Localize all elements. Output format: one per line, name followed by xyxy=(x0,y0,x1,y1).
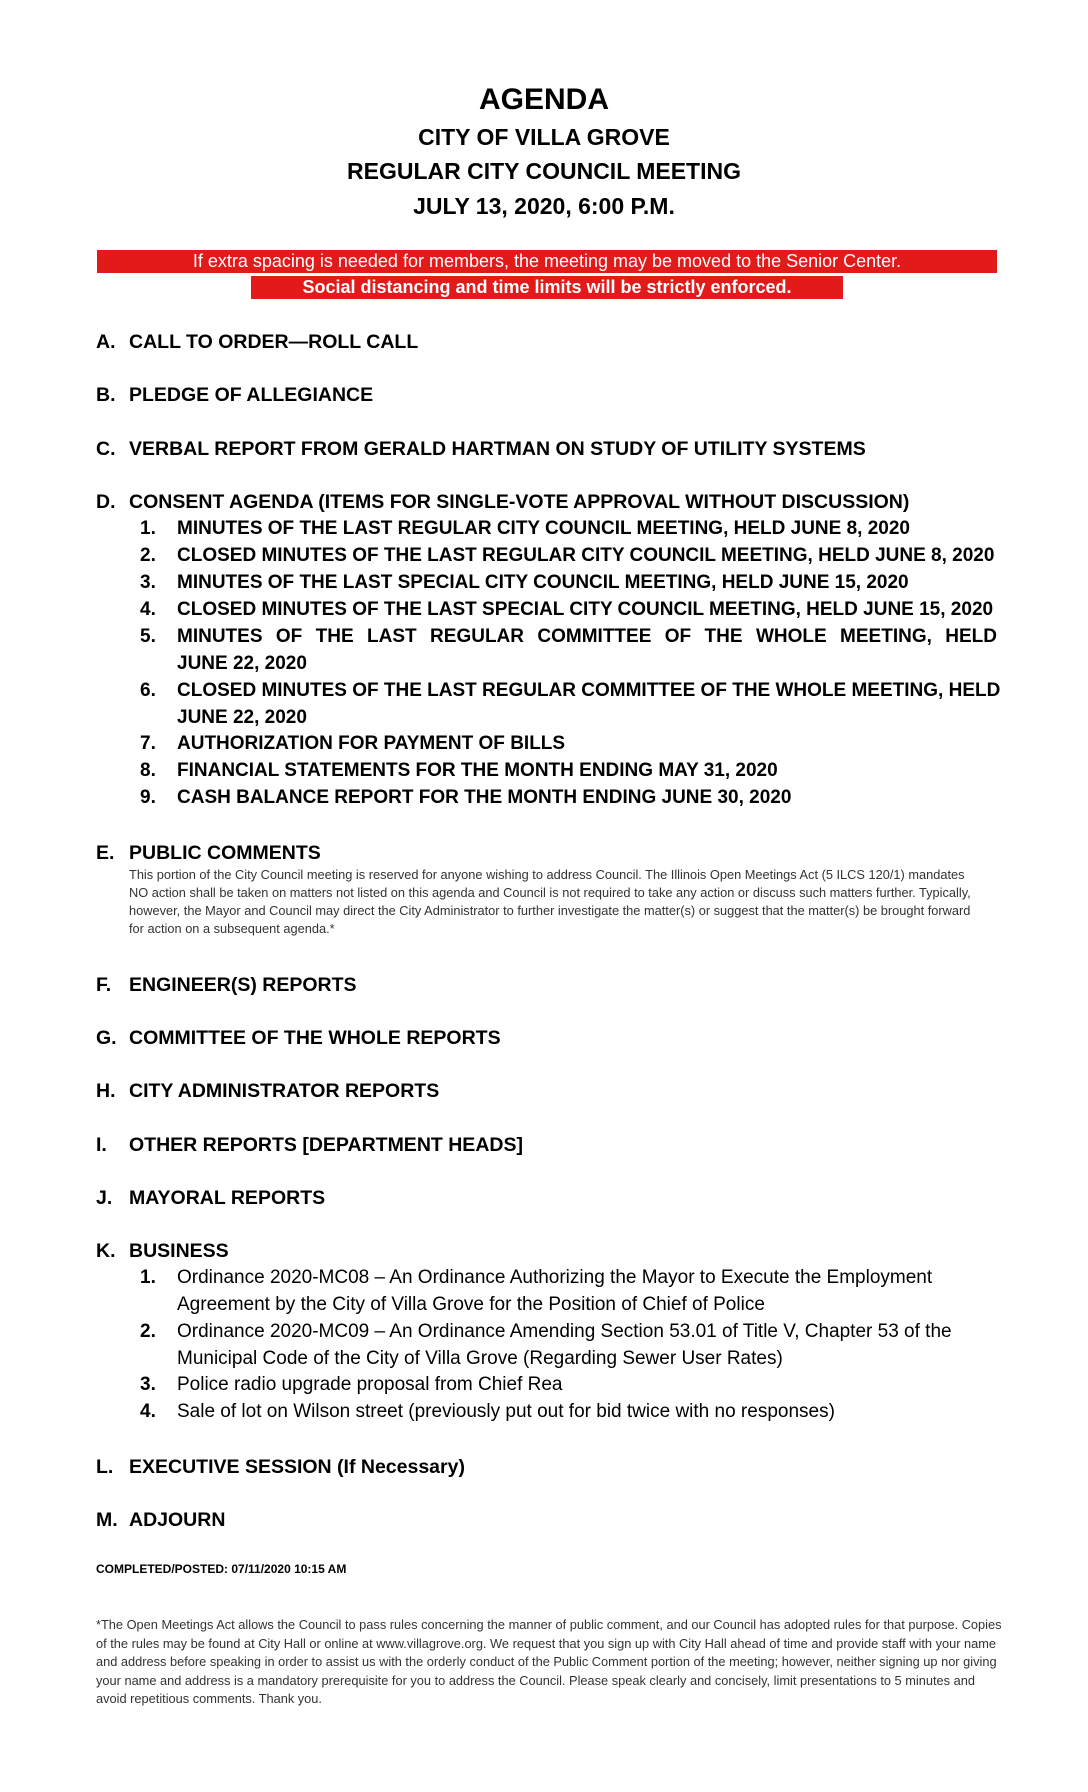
agenda-title: AGENDA xyxy=(478,83,609,116)
consent-text: AUTHORIZATION FOR PAYMENT OF BILLS xyxy=(177,733,566,754)
consent-text: MINUTES OF THE LAST SPECIAL CITY COUNCIL MEETING, HELD JUNE 15, 2020 xyxy=(177,572,909,593)
consent-num: 2. xyxy=(140,545,156,566)
consent-text: FINANCIAL STATEMENTS FOR THE MONTH ENDING MAY 31, 2020 xyxy=(177,760,778,781)
item-m xyxy=(96,1507,225,1533)
consent-num: 8. xyxy=(140,760,156,781)
item-i xyxy=(96,1132,523,1158)
consent-num: 4. xyxy=(140,599,156,620)
consent-text: CLOSED MINUTES OF THE LAST REGULAR CITY COUNCIL MEETING, HELD JUNE 8, 2020 xyxy=(177,545,995,566)
item-letter: M. xyxy=(96,1509,118,1531)
consent-num: 6. xyxy=(140,680,156,701)
item-letter: J. xyxy=(96,1187,113,1209)
business-num: 2. xyxy=(140,1321,156,1342)
item-text: EXECUTIVE SESSION (If Necessary) xyxy=(129,1456,465,1478)
consent-item-5-cont: JUNE 22, 2020 xyxy=(177,653,307,674)
item-letter: D. xyxy=(96,491,116,513)
item-h xyxy=(96,1078,439,1104)
item-b xyxy=(96,382,373,408)
item-letter: A. xyxy=(96,331,116,353)
item-l xyxy=(96,1454,465,1480)
item-letter: B. xyxy=(96,384,116,406)
item-a xyxy=(96,329,418,355)
consent-text: CASH BALANCE REPORT FOR THE MONTH ENDING JUNE 30, 2020 xyxy=(177,787,792,808)
consent-num: 9. xyxy=(140,787,156,808)
meeting-type: REGULAR CITY COUNCIL MEETING xyxy=(347,158,741,184)
item-text: MAYORAL REPORTS xyxy=(129,1187,326,1209)
business-text: Ordinance 2020-MC09 – An Ordinance Amending Section 53.01 of Title V, Chapter 53 of the xyxy=(177,1321,952,1342)
consent-text: CLOSED MINUTES OF THE LAST SPECIAL CITY COUNCIL MEETING, HELD JUNE 15, 2020 xyxy=(177,599,994,620)
public-comments-note: This portion of the City Council meeting is reserved for anyone wishing to address Council. The Illinois Open Meetings Act (5 ILCS 120/1) mandates NO action shall be taken on matters not listed on this agenda and Council is not required to take any action or discuss such matters further. Typically, however, the Mayor and Council may direct the City Administrator to further investigate the matter(s) or suggest that the matter(s) be brought forward for action on a subsequent agenda.* xyxy=(129,867,971,936)
business-text: Sale of lot on Wilson street (previously put out for bid twice with no responses) xyxy=(177,1401,835,1422)
city-name: CITY OF VILLA GROVE xyxy=(418,124,670,150)
item-text: ENGINEER(S) REPORTS xyxy=(129,974,357,996)
item-g xyxy=(96,1025,501,1051)
consent-text: MINUTES OF THE LAST REGULAR CITY COUNCIL MEETING, HELD JUNE 8, 2020 xyxy=(177,518,910,539)
business-text: Ordinance 2020-MC08 – An Ordinance Authorizing the Mayor to Execute the Employment xyxy=(177,1267,933,1288)
item-letter: G. xyxy=(96,1027,117,1049)
item-j xyxy=(96,1185,325,1211)
consent-num: 3. xyxy=(140,572,156,593)
meeting-date: JULY 13, 2020, 6:00 P.M. xyxy=(413,193,675,219)
item-text: CONSENT AGENDA (ITEMS FOR SINGLE-VOTE APPROVAL WITHOUT DISCUSSION) xyxy=(129,491,910,513)
business-text: Police radio upgrade proposal from Chief Rea xyxy=(177,1374,563,1395)
item-letter: K. xyxy=(96,1240,116,1262)
consent-num: 1. xyxy=(140,518,156,539)
item-d xyxy=(96,489,909,515)
consent-text: MINUTES OF THE LAST REGULAR COMMITTEE OF THE WHOLE MEETING, HELD xyxy=(177,626,997,647)
item-letter: L. xyxy=(96,1456,114,1478)
item-text: CITY ADMINISTRATOR REPORTS xyxy=(129,1080,440,1102)
item-k xyxy=(96,1238,229,1264)
consent-text: CLOSED MINUTES OF THE LAST REGULAR COMMITTEE OF THE WHOLE MEETING, HELD xyxy=(177,680,1001,701)
item-text: COMMITTEE OF THE WHOLE REPORTS xyxy=(129,1027,501,1049)
item-text: VERBAL REPORT FROM GERALD HARTMAN ON STUDY OF UTILITY SYSTEMS xyxy=(129,438,866,460)
item-letter: I. xyxy=(96,1134,107,1156)
posted-timestamp: COMPLETED/POSTED: 07/11/2020 10:15 AM xyxy=(96,1562,347,1576)
distancing-notice: Social distancing and time limits will be strictly enforced. xyxy=(251,276,843,299)
item-e xyxy=(96,840,321,866)
business-num: 1. xyxy=(140,1267,156,1288)
item-letter: E. xyxy=(96,842,115,864)
item-c xyxy=(96,436,866,462)
item-text: BUSINESS xyxy=(129,1240,229,1262)
spacing-notice: If extra spacing is needed for members, the meeting may be moved to the Senior Center. xyxy=(97,250,997,273)
business-item-2-cont: Municipal Code of the City of Villa Grove (Regarding Sewer User Rates) xyxy=(177,1348,783,1369)
business-num: 3. xyxy=(140,1374,156,1395)
footnote: *The Open Meetings Act allows the Council to pass rules concerning the manner of public comment, and our Council has adopted rules for that purpose. Copies of the rules may be found at City Hall or online at www.villagrove.org. We request that you sign up with City Hall ahead of time and provide staff with your name and address before speaking in order to assist us with the orderly conduct of the Public Comment portion of the meeting; however, neither signing up nor giving your name and address is a mandatory prerequisite for you to address the Council. Please speak clearly and concisely, limit presentations to 5 minutes and avoid repetitious comments. Thank you. xyxy=(96,1617,1002,1706)
consent-item-6-cont: JUNE 22, 2020 xyxy=(177,707,307,728)
item-letter: H. xyxy=(96,1080,116,1102)
business-num: 4. xyxy=(140,1401,156,1422)
item-letter: C. xyxy=(96,438,116,460)
item-f xyxy=(96,972,357,998)
item-letter: F. xyxy=(96,974,112,996)
consent-num: 5. xyxy=(140,626,156,647)
consent-num: 7. xyxy=(140,733,156,754)
item-text: PUBLIC COMMENTS xyxy=(129,842,321,864)
item-text: PLEDGE OF ALLEGIANCE xyxy=(129,384,374,406)
item-text: ADJOURN xyxy=(129,1509,226,1531)
item-text: OTHER REPORTS [DEPARTMENT HEADS] xyxy=(129,1134,523,1156)
business-item-1-cont: Agreement by the City of Villa Grove for the Position of Chief of Police xyxy=(177,1294,765,1315)
item-text: CALL TO ORDER—ROLL CALL xyxy=(129,331,419,353)
